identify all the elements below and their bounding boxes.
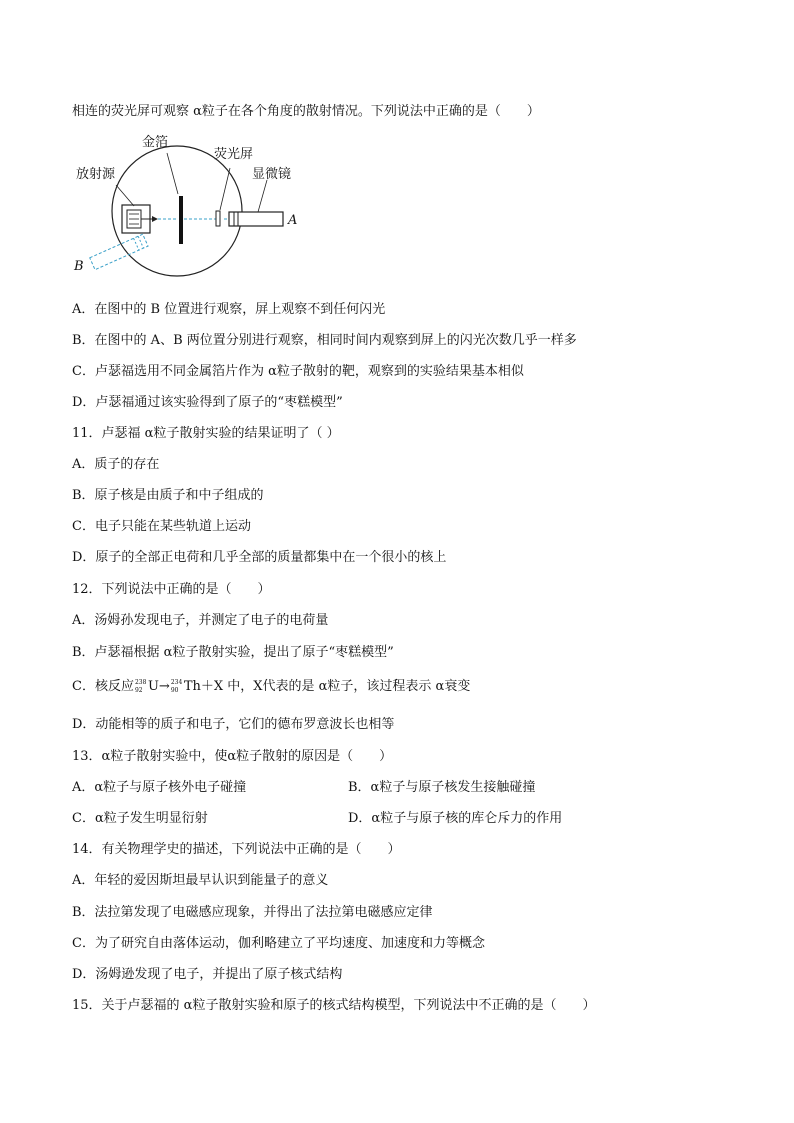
th-mass-number: 234 (170, 679, 183, 686)
q14-option-b: B．法拉第发现了电磁感应现象，并得出了法拉第电磁感应定律 (72, 905, 433, 920)
rutherford-apparatus-figure (72, 130, 312, 288)
fluorescent-screen (216, 211, 220, 226)
uranium-nuclide (134, 678, 148, 696)
label-fluorescent-screen: 荧光屏 (214, 147, 254, 162)
label-b: B (74, 259, 84, 274)
u-symbol: U (147, 679, 159, 694)
q11-option-d: D．原子的全部正电荷和几乎全部的质量都集中在一个很小的核上 (72, 550, 447, 565)
q13-option-b: B．α粒子与原子核发生接触碰撞 (348, 780, 536, 795)
label-a: A (288, 213, 298, 228)
q12-option-a: A．汤姆孙发现电子，并测定了电子的电荷量 (72, 613, 329, 628)
q13-option-c: C．α粒子发生明显衍射 (72, 811, 208, 826)
q10-option-d: D．卢瑟福通过该实验得到了原子的“枣糕模型” (72, 395, 343, 410)
q13-option-a: A．α粒子与原子核外电子碰撞 (72, 780, 247, 795)
q12-option-c (72, 678, 470, 696)
question-15-stem: 15．关于卢瑟福的 α粒子散射实验和原子的核式结构模型，下列说法中不正确的是（ ） (72, 998, 596, 1013)
q14-option-a: A．年轻的爱因斯坦最早认识到能量子的意义 (72, 873, 329, 888)
microscope-a (229, 212, 283, 226)
u-mass-number: 238 (134, 679, 147, 686)
q10-option-c: C．卢瑟福选用不同金属箔片作为 α粒子散射的靶，观察到的实验结果基本相似 (72, 364, 524, 379)
q10-option-b: B．在图中的 A、B 两位置分别进行观察，相同时间内观察到屏上的闪光次数几乎一样多 (72, 333, 577, 348)
q11-option-a: A．质子的存在 (72, 457, 160, 472)
q12-option-c-prefix: C．核反应 (72, 679, 134, 694)
label-microscope: 显微镜 (252, 167, 292, 182)
q12-option-b: B．卢瑟福根据 α粒子散射实验，提出了原子“枣糕模型” (72, 645, 394, 660)
question-10-stem: 相连的荧光屏可观察 α粒子在各个角度的散射情况。下列说法中正确的是（ ） (72, 104, 540, 119)
q13-option-d: D．α粒子与原子核的库仑斥力的作用 (348, 811, 563, 826)
question-12-stem: 12．下列说法中正确的是（ ） (72, 582, 271, 597)
q12-option-c-suffix: Th＋X 中，X代表的是 α粒子，该过程表示 α衰变 (183, 679, 471, 694)
question-11-stem: 11．卢瑟福 α粒子散射实验的结果证明了（ ） (72, 426, 340, 441)
question-14-stem: 14．有关物理学史的描述，下列说法中正确的是（ ） (72, 842, 401, 857)
thorium-nuclide (170, 678, 184, 696)
q10-option-a: A．在图中的 B 位置进行观察，屏上观察不到任何闪光 (72, 302, 386, 317)
reaction-arrow: → (158, 679, 170, 694)
label-source: 放射源 (76, 167, 116, 182)
u-atomic-number: 92 (134, 687, 143, 694)
q11-option-c: C．电子只能在某些轨道上运动 (72, 519, 251, 534)
q14-option-c: C．为了研究自由落体运动，伽利略建立了平均速度、加速度和力等概念 (72, 936, 485, 951)
gold-foil (179, 196, 183, 244)
question-13-stem: 13．α粒子散射实验中，使α粒子散射的原因是（ ） (72, 749, 393, 764)
label-gold-foil: 金箔 (142, 135, 169, 150)
q14-option-d: D．汤姆逊发现了电子，并提出了原子核式结构 (72, 967, 343, 982)
apparatus-diagram (72, 130, 312, 288)
q11-option-b: B．原子核是由质子和中子组成的 (72, 488, 264, 503)
q12-option-d: D．动能相等的质子和电子，它们的德布罗意波长也相等 (72, 717, 395, 732)
th-atomic-number: 90 (170, 687, 179, 694)
